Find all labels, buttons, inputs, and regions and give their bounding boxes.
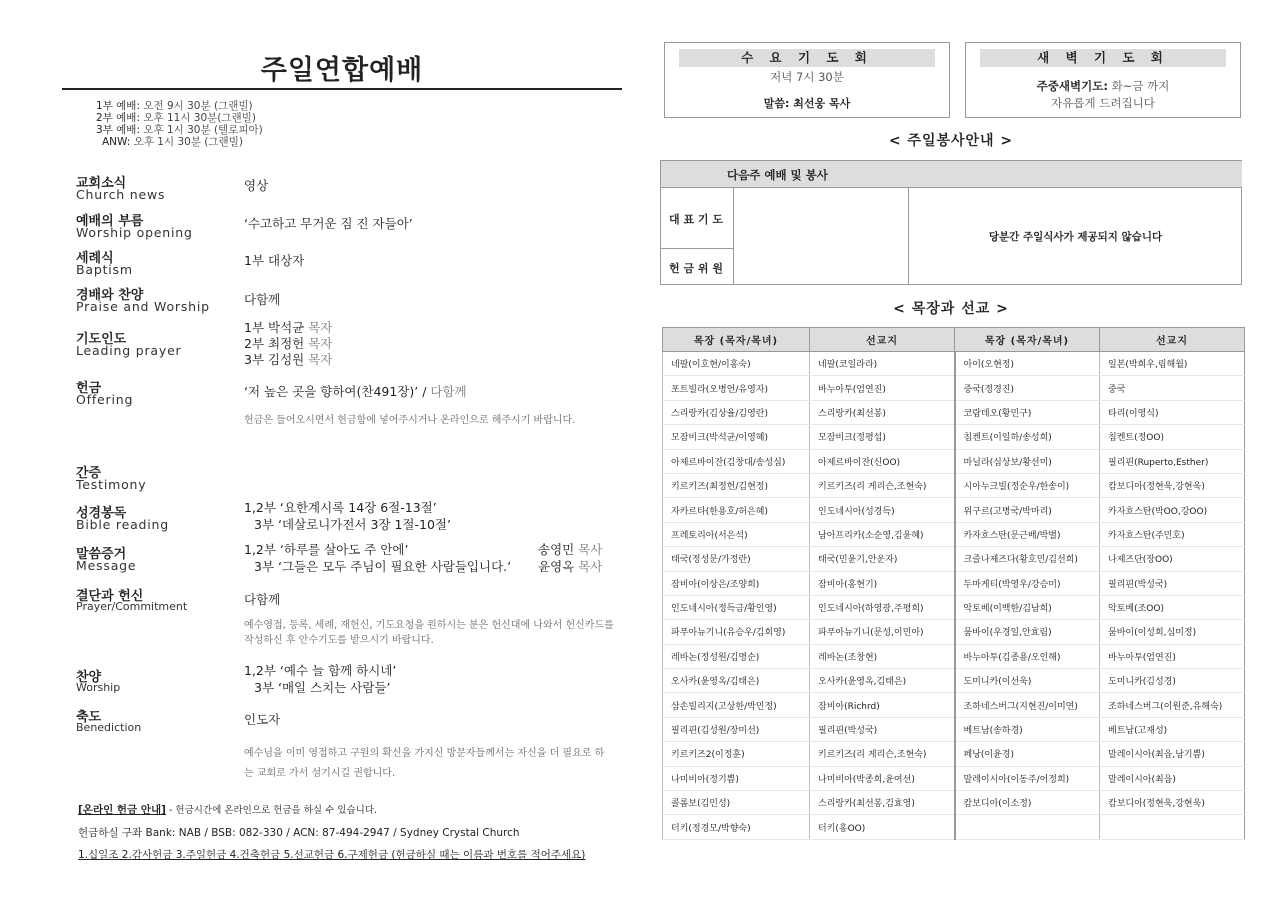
table-cell: 오사카(윤영옥,김태은) bbox=[810, 669, 955, 693]
service-time-2: 2부 예배: 오후 11시 30분(그랜빌) bbox=[96, 112, 256, 124]
table-cell: 캄보디아(정현욱,강현욱) bbox=[1100, 791, 1245, 815]
table-cell: 조하네스버그(지현진/이미연) bbox=[955, 693, 1100, 717]
table-row bbox=[663, 717, 1245, 741]
title-divider bbox=[62, 88, 622, 90]
table-cell: 코람데오(황민구) bbox=[955, 400, 1100, 424]
table-row bbox=[663, 547, 1245, 571]
table-cell: 두마게티(박영우/강승미) bbox=[955, 571, 1100, 595]
table-cell: 뭄바이(이성희,심미정) bbox=[1100, 620, 1245, 644]
table-row bbox=[663, 595, 1245, 619]
table-row bbox=[663, 352, 1245, 376]
table-cell: 중국 bbox=[1100, 376, 1245, 400]
table-cell: 스리랑카(김상율/김영란) bbox=[663, 400, 810, 424]
prayer-line-1: 1부 박석균 목자 bbox=[244, 320, 333, 335]
table-cell: 타리(이영식) bbox=[1100, 400, 1245, 424]
table-cell: 카자흐스탄(주민호) bbox=[1100, 522, 1245, 546]
table-cell: 말레이시아(이동주/어정희) bbox=[955, 766, 1100, 790]
service-table-header: 다음주 예배 및 봉사 bbox=[727, 168, 828, 182]
meal-notice: 당분간 주일식사가 제공되지 않습니다 bbox=[988, 231, 1163, 243]
table-cell: 태국(정성문/가정란) bbox=[663, 547, 810, 571]
table-cell: 인도네시아(하영광,주평희) bbox=[810, 595, 955, 619]
table-row bbox=[663, 498, 1245, 522]
table-cell: 터키(정경모/박향숙) bbox=[663, 815, 810, 839]
table-cell: 캄보디아(이소정) bbox=[955, 791, 1100, 815]
table-cell: 키르키즈2(이정훈) bbox=[663, 742, 810, 766]
table-cell: 베트남(고재성) bbox=[1100, 717, 1245, 741]
missions-header-row bbox=[663, 328, 1245, 352]
table-cell: 잠비아(Richrd) bbox=[810, 693, 955, 717]
table-cell: 파푸아뉴기니(유승우/김희영) bbox=[663, 620, 810, 644]
offering-note: 헌금은 들어오시면서 헌금함에 넣어주시거나 온라인으로 해주시기 바랍니다. bbox=[244, 415, 576, 426]
missions-table bbox=[662, 327, 1245, 840]
table-cell: 스리랑카(최선봉,김효영) bbox=[810, 791, 955, 815]
table-row bbox=[663, 425, 1245, 449]
table-cell: 필리핀(박성국) bbox=[1100, 571, 1245, 595]
online-offering-info: [온라인 헌금 안내] - 헌금시간에 온라인으로 헌금을 하실 수 있습니다. 헌금하실 구좌 Bank: NAB / BSB: 082-330 / ACN: 87-494-2947 / Sydney Crystal Church 1.십일조 2.감사헌금 3.주일헌금 4.건축헌금 5.선교헌금 6.구제헌금 (헌금하실 때는 이름과 번호를 적어주세요) bbox=[78, 799, 585, 866]
table-row bbox=[663, 620, 1245, 644]
bible-reading-lines: 1,2부 ‘요한계시록 14장 6절-13절’ 3부 ‘데살로니가전서 3장 1절-10절’ bbox=[244, 500, 451, 532]
service-times bbox=[96, 100, 263, 148]
col-header: 목장 (목자/목녀) bbox=[663, 328, 810, 352]
table-row bbox=[663, 669, 1245, 693]
table-cell: 아이(오현정) bbox=[955, 352, 1100, 376]
table-cell: 네팔(이호현/이홍숙) bbox=[663, 352, 810, 376]
table-row bbox=[663, 815, 1245, 839]
table-cell: 바누아투(김종용/오인해) bbox=[955, 644, 1100, 668]
table-row bbox=[663, 571, 1245, 595]
table-row bbox=[663, 644, 1245, 668]
service-time-1: 1부 예배: 오전 9시 30분 (그랜빌) bbox=[96, 100, 253, 112]
offering-types: 1.십일조 2.감사헌금 3.주일헌금 4.건축헌금 5.선교헌금 6.구제헌금 (헌금하실 때는 이름과 번호를 적어주세요) bbox=[78, 849, 586, 861]
message-lines: 1,2부 ‘하루를 살아도 주 안에’ 송영민 목사 3부 ‘그들은 모두 주님이 필요한 사람들입니다.’ 윤영옥 목사 bbox=[244, 542, 603, 574]
service-table bbox=[660, 160, 1242, 285]
table-cell: 나미비아(박종희,윤여선) bbox=[810, 766, 955, 790]
service-time-anw: ANW: 오후 1시 30분 (그랜빌) bbox=[102, 136, 243, 148]
table-cell: 필리핀(Ruperto,Esther) bbox=[1100, 449, 1245, 473]
commitment-note: 예수영접, 등록, 세례, 재헌신, 기도요청을 원하시는 분은 헌신대에 나와서 헌신카드를 작성하신 후 안수기도를 받으시기 바랍니다. bbox=[244, 620, 614, 646]
table-row bbox=[663, 449, 1245, 473]
table-cell: 프레토리아(서은석) bbox=[663, 522, 810, 546]
prayer-line-2: 2부 최정헌 목자 bbox=[244, 336, 333, 351]
representative-prayer-label: 대 표 기 도 bbox=[669, 213, 723, 226]
service-guide-heading: < 주일봉사안내 > bbox=[888, 133, 1014, 149]
table-cell: 바누아투(엄연진) bbox=[810, 376, 955, 400]
table-cell: 나제즈단(장OO) bbox=[1100, 547, 1245, 571]
online-offering-title: [온라인 헌금 안내] bbox=[78, 804, 166, 816]
col-header: 목장 (목자/목녀) bbox=[955, 328, 1100, 352]
table-cell: 남아프리카(소순영,김윤혜) bbox=[810, 522, 955, 546]
table-cell: 아제르바이잔(신OO) bbox=[810, 449, 955, 473]
table-row bbox=[663, 400, 1245, 424]
table-cell: 시아누크빌(정순우/한송이) bbox=[955, 473, 1100, 497]
table-cell: 카자흐스탄(박OO,강OO) bbox=[1100, 498, 1245, 522]
table-cell: 태국(민윤기,안운자) bbox=[810, 547, 955, 571]
table-cell: 악토베(조OO) bbox=[1100, 595, 1245, 619]
table-cell: 모잠비크(박석균/이영혜) bbox=[663, 425, 810, 449]
prayer-line-3: 3부 김성원 목자 bbox=[244, 352, 333, 367]
table-row bbox=[663, 473, 1245, 497]
table-cell: 레바논(정성원/김명순) bbox=[663, 644, 810, 668]
table-cell: 말레이시아(최읍,남기쁨) bbox=[1100, 742, 1245, 766]
table-row bbox=[663, 766, 1245, 790]
table-cell: 포트빌라(오병언/유영자) bbox=[663, 376, 810, 400]
table-cell: 카자흐스탄(문근배/박별) bbox=[955, 522, 1100, 546]
table-cell: 스리랑카(최선봉) bbox=[810, 400, 955, 424]
table-row bbox=[663, 522, 1245, 546]
table-cell: 삼손빌리지(고상한/박민정) bbox=[663, 693, 810, 717]
worship-order-page: 주일연합예배 1부 예배: 오전 9시 30분 (그랜빌) 2부 예배: 오후 11시 30분(그랜빌) 3부 예배: 오후 1시 30분 (텔로피아) ANW: 오후 1시 30분 (그랜빌) 교회소식 Church news 영상 예배의 부름 Worship opening ‘수고하고 무거운 짐 진 자들아’ 세례식 Baptism 1부 대상자 경배와 찬양 Praise and Worship 다함께 기도인도 Leading prayer 1부 박석균 목자 2부 최정헌 목자 3부 김성원 목자 헌금 Offering ‘저 높은 곳을 향하여(찬491장)’ / 다함께 헌금은 들어오시면서 헌금함에 넣어주시거나 온라인으로 해주시기 바랍니다. 간증 Testimony 성경봉독 Bible reading 1,2부 ‘요한계시록 14장 6절-13절’ 3부 ‘데살로니가전서 3장 1절-10절’ 말씀증거 Message 1,2부 ‘하루를 살아도 주 안에’ 송영민 목사 3부 ‘그들은 모두 주님이 필요한 사람들입니다.’ 윤영옥 목사 결단과 헌신 Prayer/Commitment 다함께 예수영접, 등록, 세례, 재헌신, 기도요청을 원하시는 분은 헌신대에 나와서 헌신카드를 작성하신 후 안수기도를 받으시기 바랍니다. 찬양 Worship 1,2부 ‘예수 늘 함께 하시네’ 3부 ‘매일 스치는 사람들’ 축도 Benediction 인도자 예수님을 이미 영접하고 구원의 확신을 가지신 방문자들께서는 자신을 더 필요로 하는 교회로 가서 섬기시길 권합니다. [온라인 헌금 안내] - 헌금시간에 온라인으로 헌금을 하실 수 있습니다. 헌금하실 구좌 Bank: NAB / BSB: 082-330 / ACN: 87-494-2947 / Sydney Crystal Church 1.십일조 2.감사헌금 3.주일헌금 4.건축헌금 5.선교헌금 6.구제헌금 (헌금하실 때는 이름과 번호를 적어주세요) bbox=[62, 30, 622, 880]
table-cell bbox=[955, 815, 1100, 839]
table-cell: 키르키즈(최정헌/김현정) bbox=[663, 473, 810, 497]
table-cell: 베트남(송하경) bbox=[955, 717, 1100, 741]
service-time-3: 3부 예배: 오후 1시 30분 (텔로피아) bbox=[96, 124, 263, 136]
col-header: 선교지 bbox=[810, 328, 955, 352]
table-cell: 침켄트(이일하/송성희) bbox=[955, 425, 1100, 449]
table-cell: 아제르바이잔(김창대/송성심) bbox=[663, 449, 810, 473]
col-header: 선교지 bbox=[1100, 328, 1245, 352]
dawn-prayer-title: 새 벽 기 도 회 bbox=[980, 49, 1226, 67]
table-cell: 필리핀(김성원/장미선) bbox=[663, 717, 810, 741]
table-cell: 위구르(고병국/박마리) bbox=[955, 498, 1100, 522]
table-row bbox=[663, 791, 1245, 815]
table-cell: 바누아투(엄연진) bbox=[1100, 644, 1245, 668]
table-cell: 키르키즈(리 게리슨,조현숙) bbox=[810, 742, 955, 766]
table-cell bbox=[1100, 815, 1245, 839]
table-cell: 악토베(이백한/김남희) bbox=[955, 595, 1100, 619]
table-cell: 필리핀(박성국) bbox=[810, 717, 955, 741]
table-cell: 나미비아(정기쁨) bbox=[663, 766, 810, 790]
table-cell: 자카르타(한용호/허은혜) bbox=[663, 498, 810, 522]
offering-committee-label: 헌 금 위 원 bbox=[669, 262, 723, 275]
table-cell: 캄보디아(정현욱,강현욱) bbox=[1100, 473, 1245, 497]
table-cell: 중국(정경진) bbox=[955, 376, 1100, 400]
table-cell: 파푸아뉴기니(문성,이민아) bbox=[810, 620, 955, 644]
table-row bbox=[663, 376, 1245, 400]
table-cell: 콜롬보(김민성) bbox=[663, 791, 810, 815]
benediction-note: 예수님을 이미 영접하고 구원의 확신을 가지신 방문자들께서는 자신을 더 필요로 하는 교회로 가서 섬기시길 권합니다. bbox=[244, 748, 605, 779]
table-cell: 마닐라(심상보/황선미) bbox=[955, 449, 1100, 473]
table-cell: 뭄바이(우경일,안효림) bbox=[955, 620, 1100, 644]
table-cell: 크즐나제즈다(황호민/김선희) bbox=[955, 547, 1100, 571]
table-cell: 네팔(코일라라) bbox=[810, 352, 955, 376]
page-title: 주일연합예배 bbox=[260, 55, 424, 86]
bank-account: 헌금하실 구좌 Bank: NAB / BSB: 082-330 / ACN: 87-494-2947 / Sydney Crystal Church bbox=[78, 827, 520, 839]
table-cell: 말레이시아(최읍) bbox=[1100, 766, 1245, 790]
table-row bbox=[663, 742, 1245, 766]
table-cell: 레바논(조창현) bbox=[810, 644, 955, 668]
table-cell: 페낭(이윤경) bbox=[955, 742, 1100, 766]
table-cell: 잠비아(이상은/조양희) bbox=[663, 571, 810, 595]
table-cell: 도미니카(이선욱) bbox=[955, 669, 1100, 693]
table-cell: 잠비아(홍현기) bbox=[810, 571, 955, 595]
table-cell: 일본(박희우,림해월) bbox=[1100, 352, 1245, 376]
table-cell: 모잠비크(정평섭) bbox=[810, 425, 955, 449]
table-cell: 도미니카(김성경) bbox=[1100, 669, 1245, 693]
table-cell: 오사카(윤영옥/김태은) bbox=[663, 669, 810, 693]
table-cell: 키르키즈(리 게리슨,조현숙) bbox=[810, 473, 955, 497]
table-cell: 터키(홍OO) bbox=[810, 815, 955, 839]
wednesday-prayer-title: 수 요 기 도 회 bbox=[679, 49, 935, 67]
dawn-prayer-box: 새 벽 기 도 회 주중새벽기도: 화~금 까지 자유롭게 드려집니다 bbox=[965, 42, 1241, 118]
hymn-lines: 1,2부 ‘예수 늘 함께 하시네’ 3부 ‘매일 스치는 사람들’ bbox=[244, 663, 397, 695]
wednesday-prayer-box: 수 요 기 도 회 저녁 7시 30분 말씀: 최선웅 목사 bbox=[664, 42, 950, 118]
table-cell: 조하네스버그(이원준,유해숙) bbox=[1100, 693, 1245, 717]
table-cell: 인도네시아(성경득) bbox=[810, 498, 955, 522]
table-cell: 침켄트(정OO) bbox=[1100, 425, 1245, 449]
missions-heading: < 목장과 선교 > bbox=[893, 301, 1009, 317]
table-cell: 인도네시아(정득금/황인영) bbox=[663, 595, 810, 619]
table-row bbox=[663, 693, 1245, 717]
